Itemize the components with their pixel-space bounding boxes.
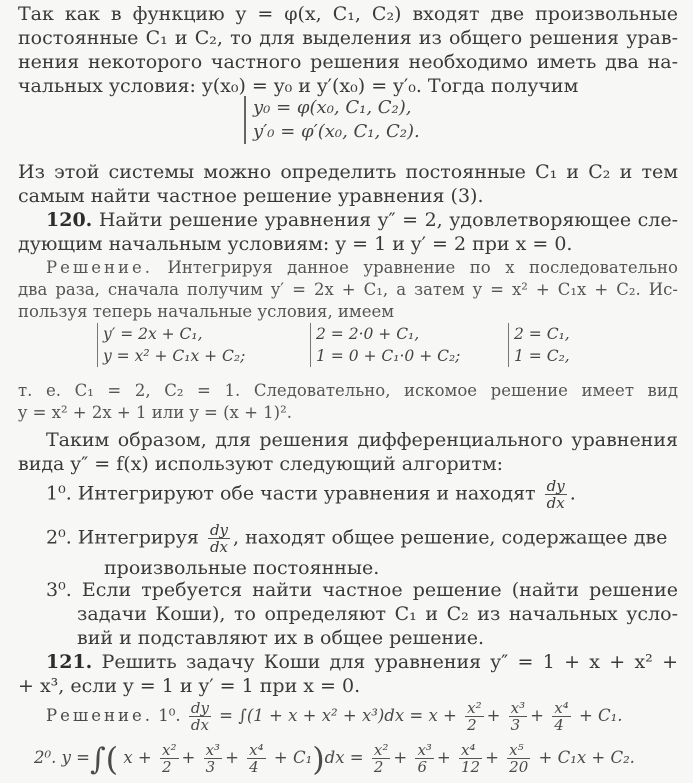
system-equation: y′ = 2x + C₁, — [103, 325, 203, 343]
step-text: 1⁰. Интегрируют обе части уравнения и находят — [46, 482, 536, 505]
step-text: произвольные постоянные. — [104, 557, 380, 579]
derivative-fraction: $\frac{dy}{dx}$ — [209, 521, 229, 556]
step-text: 2⁰. Интегрируя — [46, 526, 199, 549]
system-equation: 1 = C₂, — [514, 347, 570, 365]
problem-120-line — [46, 208, 678, 232]
algorithm-step-2 — [46, 522, 678, 555]
text-line: нения некоторого частного решения необходимо иметь два на- — [18, 51, 678, 73]
solution-text: пользуя теперь начальные условия, имеем — [18, 302, 395, 321]
solution-text: два раза, сначала получим y′ = 2x + C₁, а затем y = x² + C₁x + C₂. Ис- — [18, 280, 678, 299]
text-line: постоянные C₁ и C₂, то для выделения из общего решения урав- — [18, 27, 678, 49]
system-equation: 2 = C₁, — [514, 325, 570, 343]
problem-text: дующим начальным условиям: y = 1 и y′ = 2 при x = 0. — [18, 233, 573, 255]
system-equation: 2 = 2·0 + C₁, — [316, 325, 420, 343]
system-a — [97, 323, 245, 367]
step-text: , находят общее решение, содержащее две — [233, 526, 668, 549]
derivative-fraction: $\frac{dy}{dx}$ — [190, 699, 209, 734]
solution-text: y = x² + 2x + 1 или y = (x + 1)². — [18, 403, 292, 422]
solution-label: Решение. — [46, 258, 153, 277]
problem-text: Решить задачу Коши для уравнения y″ = 1 + x + x² + — [101, 651, 678, 673]
system-equation: y = x² + C₁x + C₂; — [103, 347, 246, 365]
problem-text: Найти решение уравнения y″ = 2, удовлетворяющее сле- — [98, 209, 678, 231]
derivative-fraction: $\frac{dy}{dx}$ — [546, 477, 565, 512]
algorithm-intro: вида y″ = f(x) используют следующий алгоритм: — [18, 453, 504, 475]
text-line: Из этой системы можно определить постоянные C₁ и C₂ и тем — [18, 161, 678, 183]
system-c — [508, 323, 570, 367]
problem-number: 120. — [46, 209, 93, 231]
algorithm-step-1: 1⁰. Интегрируют обе части уравнения и находят $\frac{dy}{dx}$ . — [46, 477, 576, 512]
system-b — [310, 323, 460, 367]
solution-label: Решение. — [46, 706, 153, 725]
system-equation: 1 = 0 + C₁·0 + C₂; — [316, 347, 461, 365]
text-line: Так как в функцию y = φ(x, C₁, C₂) входят две произвольные — [18, 3, 678, 25]
step-text: задачи Коши), то определяют C₁ и C₂ из начальных усло- — [77, 603, 678, 625]
problem-121-line — [46, 650, 678, 674]
algorithm-step-3: 3⁰. Если требуется найти частное решение (найти решение — [46, 579, 678, 601]
problem-text: + x³, если y = 1 и y′ = 1 при x = 0. — [18, 675, 361, 697]
text-line: самым найти частное решение уравнения (3). — [18, 185, 484, 207]
system-equation: y′₀ = φ′(x₀, C₁, C₂). — [253, 121, 420, 142]
solution-text: Интегрируя данное уравнение по x последовательно — [167, 258, 678, 277]
initial-conditions-system — [244, 96, 420, 144]
solution-121-step-1: Решение. 1⁰. $\frac{dy}{dx}$ = ∫(1 + x + x² + x³)dx = x + $\frac{\text{x²}}{2}$ + $\frac{\text{x³}}{3}$ + $\frac{\text{x⁴}}{4}$ + C₁. — [46, 699, 623, 734]
solution-line — [46, 257, 678, 279]
problem-number: 121. — [46, 651, 93, 673]
solution-text: т. е. C₁ = 2, C₂ = 1. Следовательно, искомое решение имеет вид — [18, 381, 678, 400]
algorithm-intro: Таким образом, для решения дифференциального уравнения — [46, 429, 678, 451]
step-text: вий и подставляют их в общее решение. — [77, 627, 485, 649]
solution-121-step-2: 2⁰. y =∫( x + $\frac{\text{x²}}{2}$ + $\frac{\text{x³}}{3}$ + $\frac{\text{x⁴}}{4}$ + C₁)dx = $\frac{\text{x²}}{2}$ + $\frac{\text{x³}}{6}$ + $\frac{\text{x⁴}}{12}$ + $\frac{\text{x⁵}}{20}$ + C₁x + C₂. — [34, 740, 635, 778]
system-equation: y₀ = φ(x₀, C₁, C₂), — [253, 97, 412, 118]
text-line: чальных условия: y(x₀) = y₀ и y′(x₀) = y′₀. Тогда получим — [18, 75, 579, 97]
